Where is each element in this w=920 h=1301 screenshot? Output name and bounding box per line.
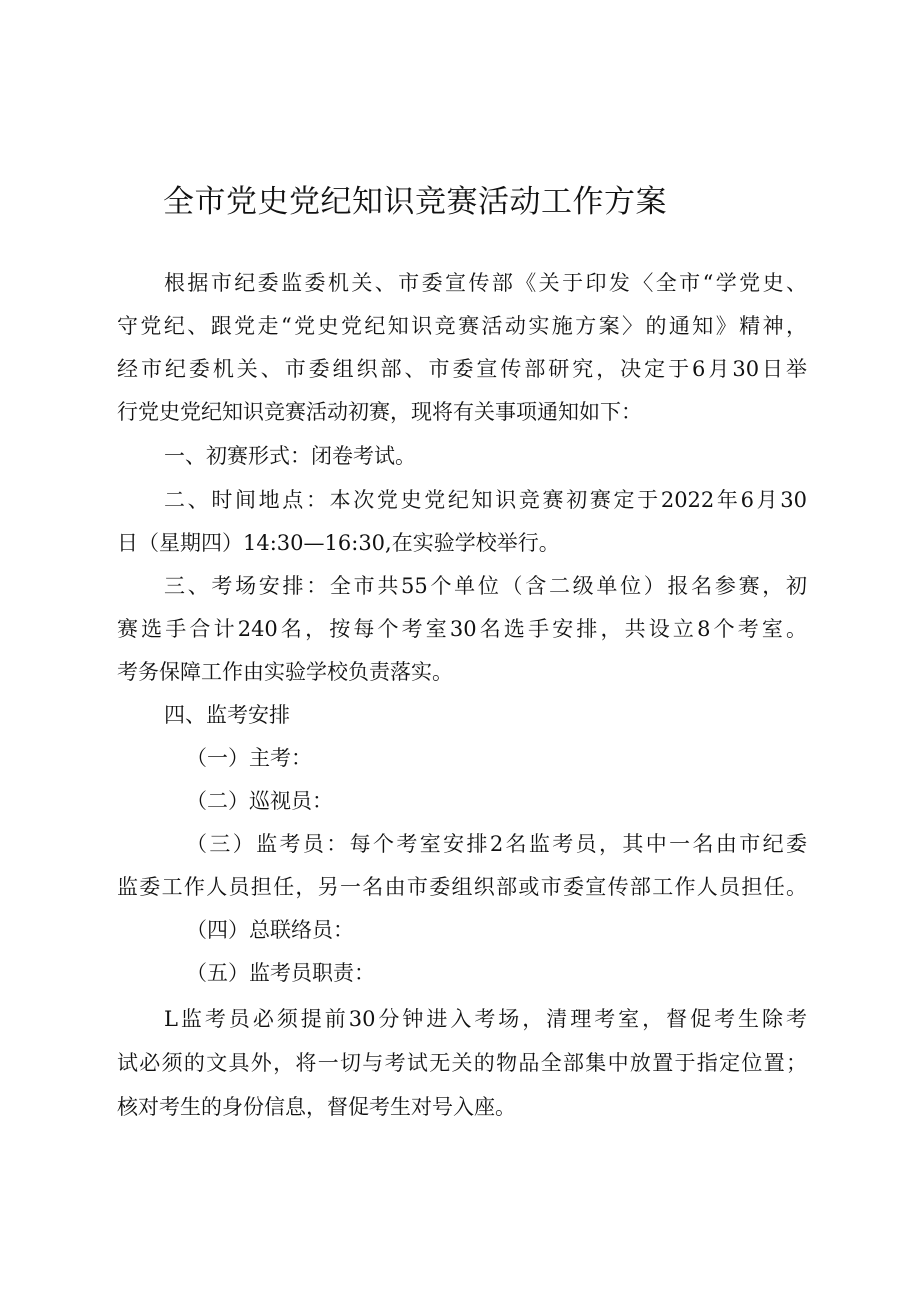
paragraph-line: 三、考场安排：全市共55个单位（含二级单位）报名参赛，初 — [164, 574, 807, 598]
subsection-inspector: （二）巡视员： — [186, 789, 333, 813]
paragraph-line: 考务保障工作由实验学校负责落实。 — [117, 660, 453, 684]
document-title: 全市党史党纪知识竞赛活动工作方案 — [163, 184, 667, 220]
paragraph-line: 日（星期四）14:30—16:30,在实验学校举行。 — [117, 531, 560, 555]
section-heading-invigilation: 四、监考安排 — [164, 703, 290, 727]
paragraph-line: 行党史党纪知识竞赛活动初赛，现将有关事项通知如下： — [117, 400, 642, 424]
section-heading-format: 一、初赛形式：闭卷考试。 — [164, 444, 416, 468]
paragraph-line: 试必须的文具外，将一切与考试无关的物品全部集中放置于指定位置； — [117, 1051, 807, 1075]
paragraph-line: 核对考生的身份信息，督促考生对号入座。 — [117, 1095, 516, 1119]
subsection-liaison: （四）总联络员： — [186, 918, 354, 942]
subsection-chief-examiner: （一）主考： — [186, 746, 312, 770]
paragraph-line: 监委工作人员担任，另一名由市委组织部或市委宣传部工作人员担任。 — [117, 875, 807, 899]
paragraph-line: 根据市纪委监委机关、市委宣传部《关于印发〈全市“学党史、 — [164, 271, 807, 295]
paragraph-line: 赛选手合计240名，按每个考室30名选手安排，共设立8个考室。 — [117, 617, 807, 641]
paragraph-line: L监考员必须提前30分钟进入考场，清理考室，督促考生除考 — [164, 1007, 807, 1031]
paragraph-line: 守党纪、跟党走“党史党纪知识竞赛活动实施方案〉的通知》精神， — [117, 314, 807, 338]
paragraph-line: 二、时间地点：本次党史党纪知识竞赛初赛定于2022年6月30 — [164, 488, 807, 512]
paragraph-line: （三）监考员：每个考室安排2名监考员，其中一名由市纪委 — [186, 832, 807, 856]
subsection-duties: （五）监考员职责： — [186, 961, 375, 985]
paragraph-line: 经市纪委机关、市委组织部、市委宣传部研究，决定于6月30日举 — [117, 357, 807, 381]
